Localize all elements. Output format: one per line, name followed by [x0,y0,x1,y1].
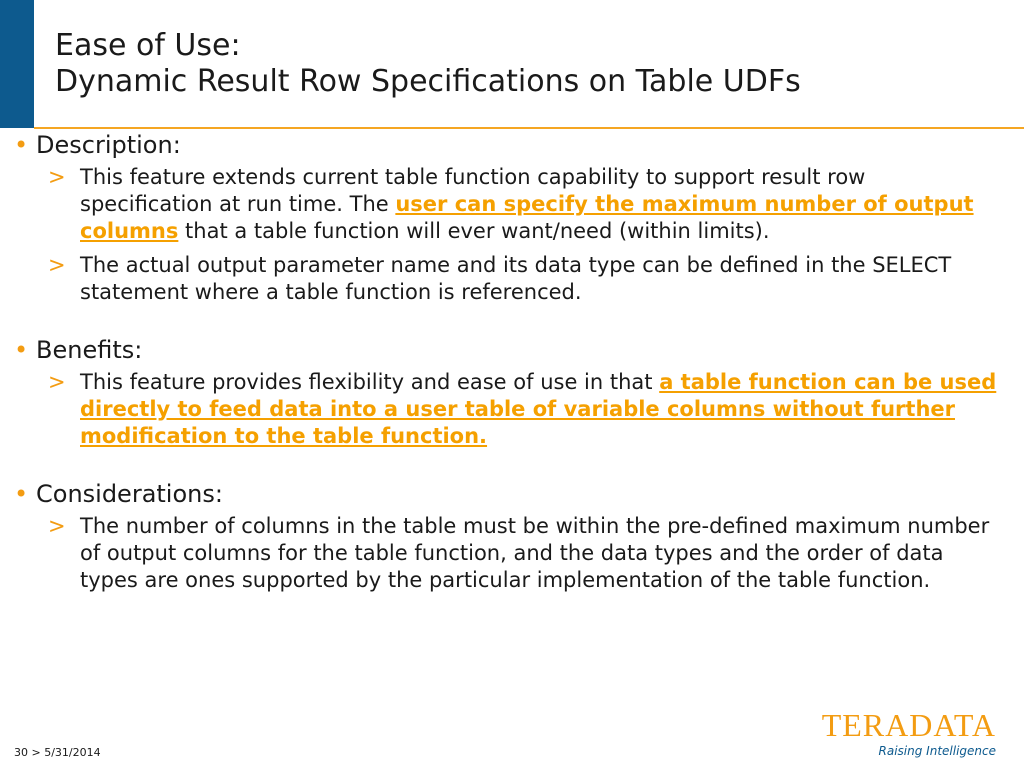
arrow-icon: > [48,370,66,394]
arrow-icon: > [48,514,66,538]
spacer [14,313,1004,335]
section-heading-text: Considerations: [36,480,223,508]
section-heading-text: Benefits: [36,336,143,364]
bullet-icon: • [14,480,29,508]
sub-item-text [80,164,1004,245]
section-considerations [14,479,1004,594]
slide-footer: 30 > 5/31/2014 [14,746,101,759]
sub-list [48,369,1004,450]
arrow-icon: > [48,253,66,277]
sub-item [48,513,1004,594]
logo-tagline: Raising Intelligence [878,744,996,758]
sub-item-text-pre: This feature extends current table function capability to support result row specification at run time. The [80,165,866,216]
bullet-icon: • [14,336,29,364]
sub-item-text-pre: This feature provides flexibility and ease of use in that [80,370,660,394]
section-benefits [14,335,1004,450]
title-side-bar [0,0,34,128]
section-heading [14,335,1004,365]
section-heading [14,130,1004,160]
sub-list [48,164,1004,306]
slide-title-line-2: Dynamic Result Row Specifications on Table UDFs [55,64,801,99]
sub-item [48,164,1004,245]
slide-body [14,130,1004,601]
spacer [14,457,1004,479]
logo-wordmark: TERADATA [821,707,996,743]
teradata-logo [822,708,996,758]
highlighted-link[interactable]: user can specify the maximum number of output columns [80,192,974,243]
slide-title-line-1: Ease of Use: [55,28,241,63]
sub-item-text: The number of columns in the table must be within the pre-defined maximum number of output columns for the table function, and the data types and the order of data types are ones supported by the particular implementation of the table function. [80,514,990,592]
sub-item [48,369,1004,450]
slide-title [55,28,801,100]
arrow-icon: > [48,165,66,189]
section-heading-text: Description: [36,131,181,159]
bullet-icon: • [14,131,29,159]
section-description [14,130,1004,306]
sub-list [48,513,1004,594]
highlighted-link[interactable]: a table function can be used directly to feed data into a user table of variable columns without further modification to the table function. [80,370,997,448]
section-heading [14,479,1004,509]
title-divider [34,127,1024,129]
sub-item-text-post: that a table function will ever want/need (within limits). [178,219,770,243]
sub-item-text [80,369,1004,450]
sub-item-text: The actual output parameter name and its data type can be defined in the SELECT statement where a table function is referenced. [80,253,952,304]
sub-item [48,252,1004,306]
